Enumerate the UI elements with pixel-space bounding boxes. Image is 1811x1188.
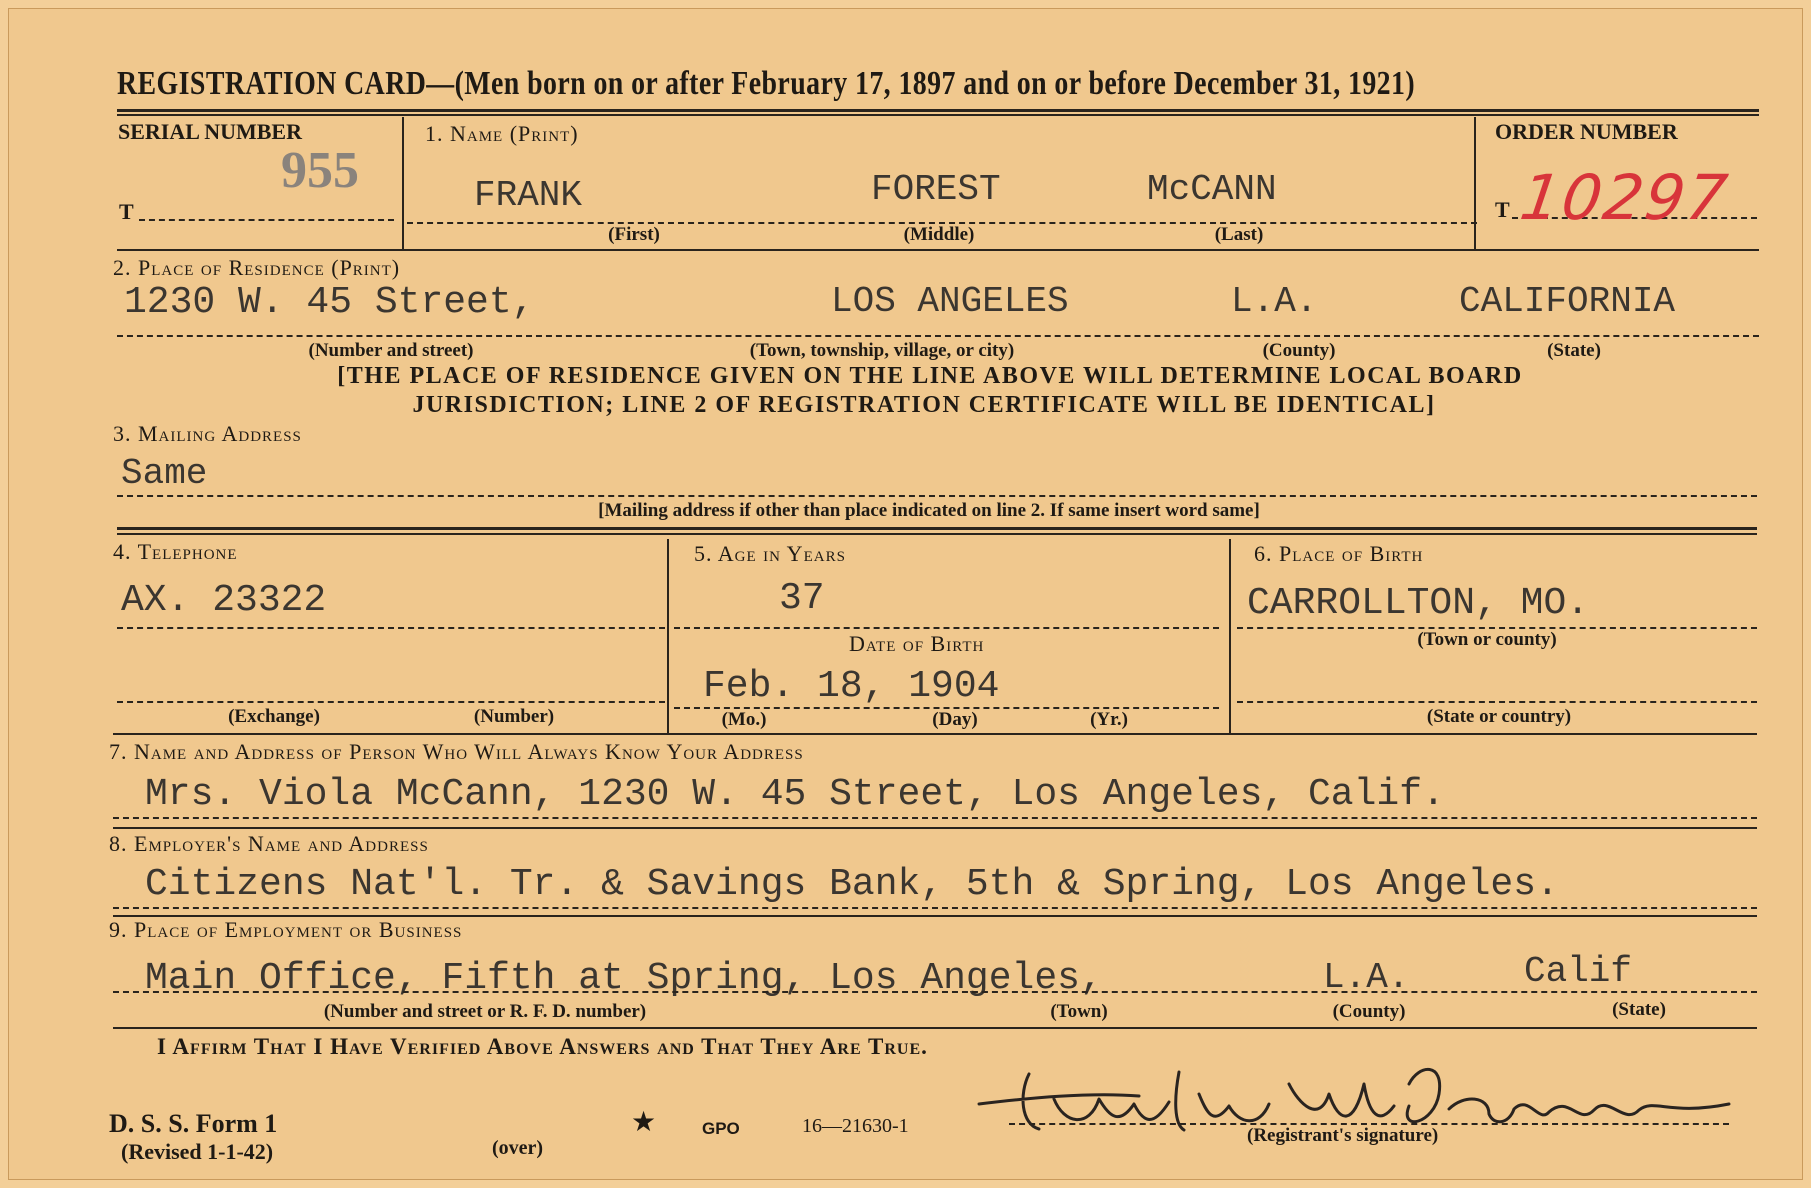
age-value: 37 (779, 577, 825, 620)
month-caption: (Mo.) (721, 709, 767, 730)
first-name: FRANK (474, 175, 583, 216)
birthplace-value: CARROLLTON, MO. (1247, 582, 1590, 625)
signature-caption: (Registrant's signature) (1247, 1125, 1439, 1146)
employment-county-caption: (County) (1332, 1001, 1406, 1022)
print-code: 16—21630-1 (802, 1115, 909, 1137)
dob-value: Feb. 18, 1904 (703, 665, 1000, 708)
contact-label: 7. Name and Address of Person Who Will Always Know Your Address (109, 739, 804, 764)
employment-state-caption: (State) (1612, 999, 1666, 1020)
residence-town-caption: (Town, township, village, or city) (749, 340, 1015, 361)
registration-card (8, 8, 1803, 1180)
serial-number-value: 955 (281, 142, 359, 199)
number-caption: (Number) (473, 706, 555, 727)
first-caption: (First) (608, 224, 660, 245)
employment-state: Calif (1524, 951, 1633, 992)
employment-county: L.A. (1323, 957, 1410, 998)
serial-prefix: T (119, 199, 134, 224)
middle-caption: (Middle) (903, 224, 975, 245)
birth-state-caption: (State or country) (1426, 706, 1572, 727)
card-title: REGISTRATION CARD—(Men born on or after February 17, 1897 and on or before December 31, 1921) (117, 65, 1416, 102)
exchange-caption: (Exchange) (228, 706, 320, 727)
mailing-label: 3. Mailing Address (113, 421, 302, 446)
form-revised: (Revised 1-1-42) (121, 1139, 274, 1164)
employment-street: Main Office, Fifth at Spring, Los Angeles, (145, 957, 1103, 1000)
residence-town: LOS ANGELES (831, 281, 1069, 322)
employment-label: 9. Place of Employment or Business (109, 917, 463, 942)
employer-label: 8. Employer's Name and Address (109, 831, 429, 856)
jurisdiction-notice-line1: [THE PLACE OF RESIDENCE GIVEN ON THE LINE ABOVE WILL DETERMINE LOCAL BOARD (337, 363, 1523, 389)
residence-county-caption: (County) (1262, 340, 1336, 361)
employment-town-caption: (Town) (1050, 1001, 1108, 1022)
year-caption: (Yr.) (1090, 709, 1128, 730)
title-rule (117, 109, 1759, 112)
order-label: ORDER NUMBER (1495, 119, 1678, 144)
last-caption: (Last) (1214, 224, 1264, 245)
mailing-caption: [Mailing address if other than place indicated on line 2. If same insert word same] (598, 500, 1260, 521)
order-prefix: T (1495, 197, 1510, 222)
affirmation-text: I Affirm That I Have Verified Above Answers and That They Are True. (157, 1034, 928, 1059)
star-icon: ★ (631, 1105, 657, 1138)
residence-street: 1230 W. 45 Street, (124, 281, 535, 324)
serial-label: SERIAL NUMBER (118, 119, 302, 144)
mailing-value: Same (121, 453, 208, 494)
last-name: McCANN (1147, 169, 1277, 210)
over-note: (over) (492, 1137, 544, 1159)
employment-street-caption: (Number and street or R. F. D. number) (323, 1001, 647, 1022)
form-number: D. S. S. Form 1 (109, 1109, 278, 1138)
residence-state-caption: (State) (1547, 340, 1601, 361)
birth-town-caption: (Town or county) (1417, 629, 1557, 650)
contact-value: Mrs. Viola McCann, 1230 W. 45 Street, Los Angeles, Calif. (145, 773, 1445, 816)
dob-label: Date of Birth (849, 631, 985, 656)
age-label: 5. Age in Years (694, 541, 846, 566)
birthplace-label: 6. Place of Birth (1254, 541, 1424, 566)
residence-state: CALIFORNIA (1459, 281, 1676, 322)
telephone-value: AX. 23322 (121, 579, 327, 622)
name-label: 1. Name (Print) (425, 121, 579, 146)
residence-street-caption: (Number and street) (308, 340, 474, 361)
residence-county: L.A. (1231, 281, 1318, 322)
residence-label: 2. Place of Residence (Print) (113, 255, 401, 280)
jurisdiction-notice-line2: JURISDICTION; LINE 2 OF REGISTRATION CERTIFICATE WILL BE IDENTICAL] (412, 392, 1436, 418)
order-number-value: 10297 (1515, 161, 1734, 234)
employer-value: Citizens Nat'l. Tr. & Savings Bank, 5th & Spring, Los Angeles. (145, 863, 1559, 906)
telephone-label: 4. Telephone (113, 539, 238, 564)
middle-name: FOREST (871, 169, 1001, 210)
day-caption: (Day) (932, 709, 978, 730)
gpo-mark: GPO (702, 1119, 740, 1138)
